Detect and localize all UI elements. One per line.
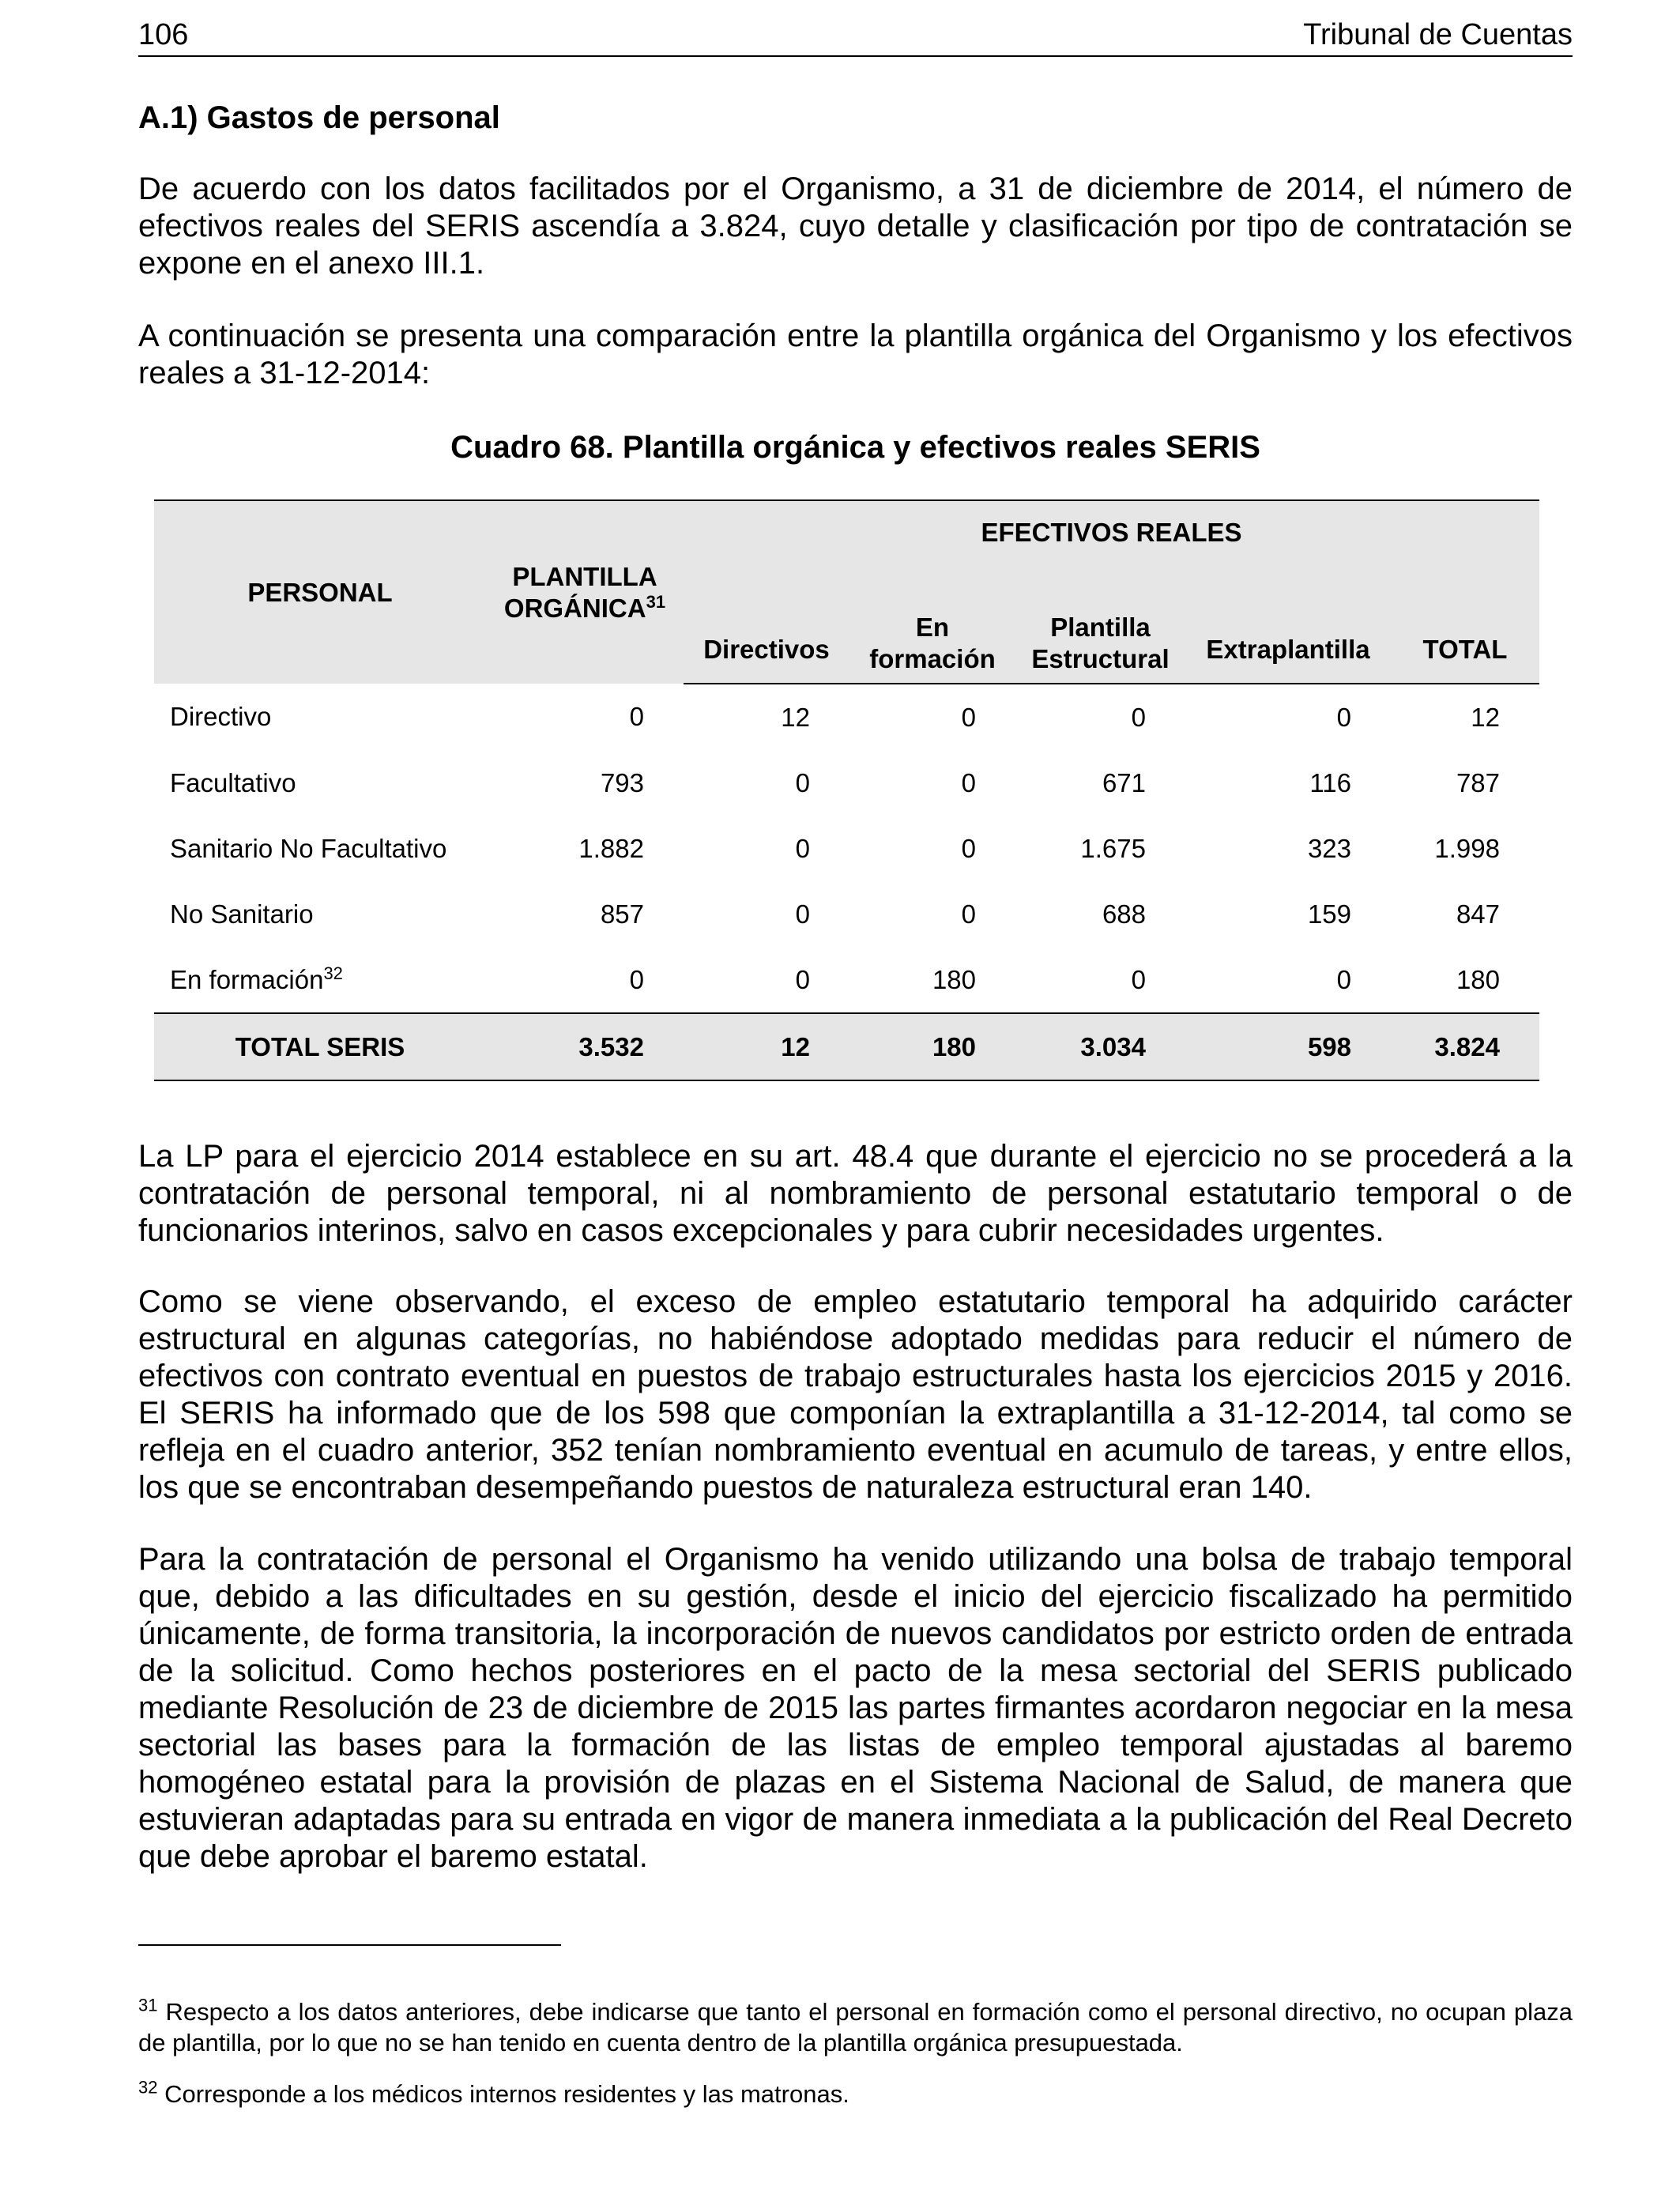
cell-plantilla: 1.882 (578, 833, 644, 863)
header-plantilla-line2: ORGÁNICA (503, 593, 646, 623)
header-plantilla-organica (486, 500, 684, 684)
footnote-mark: 31 (138, 1995, 158, 2015)
cell-extraplantilla: 116 (1309, 767, 1351, 797)
table-row (154, 881, 1539, 947)
cell-plantilla-estructural: 0 (1131, 702, 1146, 732)
section-title: A.1) Gastos de personal (138, 100, 500, 135)
header-plantilla-estructural (1015, 564, 1185, 684)
table-row (154, 816, 1539, 881)
header-extraplantilla: Extraplantilla (1185, 564, 1391, 684)
total-directivos: 12 (684, 1013, 849, 1080)
footnote-text: Respecto a los datos anteriores, debe indicarse que tanto el personal en formación como el personal directivo, no ocupan plaza de plantilla, por lo que no se han tenido en cuenta dentro de la plantilla orgánica presupuestada. (138, 1998, 1573, 2056)
cell-total: 1.998 (1434, 833, 1500, 863)
header-directivos: Directivos (684, 564, 849, 684)
header-plantilla-line1: PLANTILLA (512, 561, 657, 591)
cell-en-formacion: 180 (932, 964, 976, 994)
total-plantilla-estructural: 3.034 (1015, 1013, 1185, 1080)
table-row (154, 947, 1539, 1013)
cell-plantilla: 0 (629, 964, 644, 994)
cell-directivos: 0 (795, 767, 810, 797)
cell-plantilla-estructural: 1.675 (1080, 833, 1146, 863)
header-personal: PERSONAL (154, 500, 486, 684)
cell-plantilla-estructural: 0 (1131, 964, 1146, 994)
cell-plantilla-estructural: 671 (1102, 767, 1146, 797)
footnote-ref-32: 32 (323, 963, 343, 983)
cell-extraplantilla: 159 (1307, 899, 1351, 929)
page-number: 106 (138, 18, 189, 51)
row-name: No Sanitario (170, 899, 314, 929)
cell-en-formacion: 0 (961, 833, 976, 863)
total-total: 3.824 (1391, 1013, 1539, 1080)
header-en-formacion (849, 564, 1015, 684)
footnote-mark: 32 (138, 2077, 158, 2098)
row-name-cell (154, 947, 486, 1013)
table-total-row (154, 1013, 1539, 1080)
cell-en-formacion: 0 (961, 899, 976, 929)
cell-extraplantilla: 0 (1336, 702, 1351, 732)
total-row-name: TOTAL SERIS (154, 1013, 486, 1080)
cell-plantilla-estructural: 688 (1102, 899, 1146, 929)
paragraph-5: Para la contratación de personal el Organismo ha venido utilizando una bolsa de trabajo temporal que, debido a las dificultades en su gestión, desde el inicio del ejercicio fiscalizado ha permitido únicamente, de forma transitoria, la incorporación de nuevos candidatos por estricto orden de entrada de la solicitud. Como hechos posteriores en el pacto de la mesa sectorial del SERIS publicado mediante Resolución de 23 de diciembre de 2015 las partes firmantes acordaron negociar en la mesa sectorial las bases para la formación de las listas de empleo temporal ajustadas al baremo homogéneo estatal para la provisión de plazas en el Sistema Nacional de Salud, de manera que estuvieran adaptadas para su entrada en vigor de manera inmediata a la publicación del Real Decreto que debe aprobar el baremo estatal. (138, 1542, 1573, 1874)
cell-en-formacion: 0 (961, 767, 976, 797)
header-en-formacion-line2: formación (869, 644, 996, 673)
cell-total: 847 (1456, 899, 1500, 929)
cell-total: 180 (1456, 964, 1500, 994)
header-organization: Tribunal de Cuentas (1303, 18, 1573, 51)
header-en-formacion-line1: En (915, 613, 950, 642)
footnote-31 (138, 1996, 1573, 2058)
table-title: Cuadro 68. Plantilla orgánica y efectivos reales SERIS (450, 430, 1260, 465)
paragraph-3: La LP para el ejercicio 2014 establece en su art. 48.4 que durante el ejercicio no se procederá a la contratación de personal temporal, ni al nombramiento de personal estatutario temporal o de funcionarios interinos, salvo en casos excepcionales y para cubrir necesidades urgentes. (138, 1139, 1573, 1248)
paragraph-2: A continuación se presenta una comparación entre la plantilla orgánica del Organismo y los efectivos reales a 31-12-2014: (138, 319, 1573, 390)
footnote-text: Corresponde a los médicos internos residentes y las matronas. (164, 2080, 849, 2108)
cell-extraplantilla: 323 (1307, 833, 1351, 863)
cell-total: 12 (1471, 702, 1500, 732)
page-header (138, 17, 1573, 57)
cell-directivos: 0 (795, 833, 810, 863)
footnote-ref-31: 31 (646, 591, 666, 612)
paragraph-1: De acuerdo con los datos facilitados por el Organismo, a 31 de diciembre de 2014, el número de efectivos reales del SERIS ascendía a 3.824, cuyo detalle y clasificación por tipo de contratación se expone en el anexo III.1. (138, 172, 1573, 281)
staff-table (154, 499, 1539, 1081)
footnote-32 (138, 2079, 1573, 2109)
table-row (154, 750, 1539, 816)
cell-plantilla: 0 (629, 702, 644, 731)
table-row (154, 684, 1539, 750)
cell-plantilla: 793 (600, 767, 644, 797)
cell-directivos: 0 (795, 899, 810, 929)
header-total: TOTAL (1391, 564, 1539, 684)
table-header-row-1 (154, 500, 1539, 564)
header-plantilla-estructural-line1: Plantilla (1050, 613, 1151, 642)
row-name: Facultativo (170, 767, 296, 797)
row-name: Directivo (170, 702, 272, 731)
footnote-separator (138, 1944, 561, 1946)
row-name: Sanitario No Facultativo (170, 833, 447, 863)
cell-extraplantilla: 0 (1336, 964, 1351, 994)
paragraph-4: Como se viene observando, el exceso de empleo estatutario temporal ha adquirido carácter estructural en algunas categorías, no habiéndose adoptado medidas para reducir el número de efectivos con contrato eventual en puestos de trabajo estructurales hasta los ejercicios 2015 y 2016. El SERIS ha informado que de los 598 que componían la extraplantilla a 31-12-2014, tal como se refleja en el cuadro anterior, 352 tenían nombramiento eventual en acumulo de tareas, y entre ellos, los que se encontraban desempeñando puestos de naturaleza estructural eran 140. (138, 1284, 1573, 1505)
header-plantilla-estructural-line2: Estructural (1031, 644, 1170, 673)
cell-en-formacion: 0 (961, 702, 976, 732)
total-extraplantilla: 598 (1185, 1013, 1391, 1080)
cell-total: 787 (1456, 767, 1500, 797)
cell-directivos: 0 (795, 964, 810, 994)
row-name: En formación (170, 964, 324, 994)
total-plantilla: 3.532 (486, 1013, 684, 1080)
cell-directivos: 12 (781, 702, 810, 732)
total-en-formacion: 180 (849, 1013, 1015, 1080)
header-efectivos-reales: EFECTIVOS REALES (684, 500, 1539, 564)
cell-plantilla: 857 (600, 899, 644, 929)
